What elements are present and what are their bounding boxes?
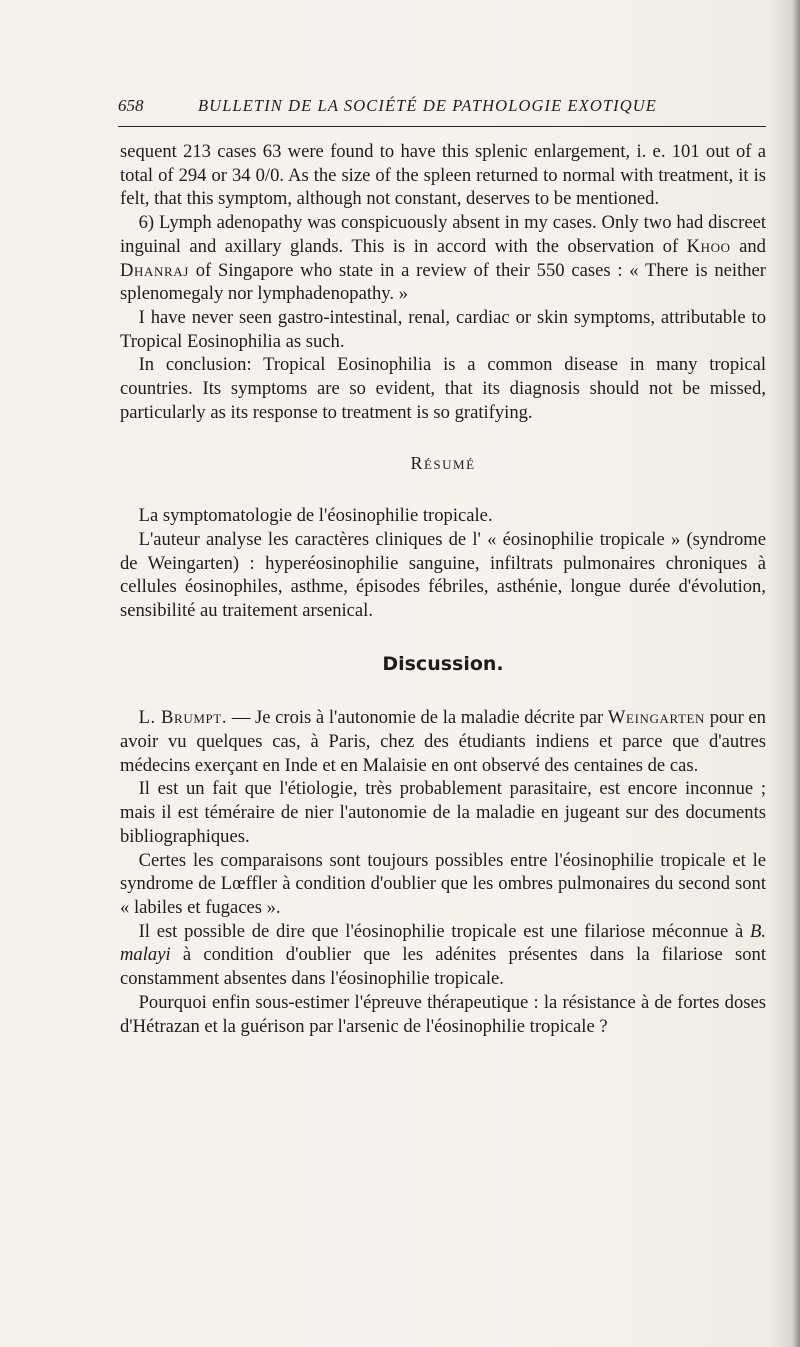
running-header <box>118 96 766 127</box>
species-name: B. malayi <box>120 920 766 966</box>
discussion-paragraph-4: Il est possible de dire que l'éosinophilie tropicale est une filariose méconnue à B. malayi à condition d'oublier que les adénites présentes dans la filariose sont constamment absentes dans l'éosinophilie tropicale. <box>120 920 766 990</box>
author-brumpt: L. Brumpt. <box>138 707 228 729</box>
paragraph-splenic: sequent 213 cases 63 were found to have this splenic enlargement, i. e. 101 out of a total of 294 or 34 0/0. As the size of the spleen returned to normal with treatment, it is felt, that this symptom, although not constant, deserves to be mentioned. <box>120 141 766 210</box>
discussion-paragraph-1: L. Brumpt. — Je crois à l'autonomie de la maladie décrite par Weingarten pour en avoir vu quelques cas, à Paris, chez des étudiants indiens et parce que d'autres médecins exerçant en Inde et en Malaisie en ont observé des centaines de cas. <box>120 707 766 776</box>
author-khoo: Khoo <box>686 235 731 257</box>
paragraph-symptoms: I have never seen gastro-intestinal, renal, cardiac or skin symptoms, attributable to Tropical Eosinophilia as such. <box>120 306 766 352</box>
paragraph-lymph: 6) Lymph adenopathy was conspicuously absent in my cases. Only two had discreet inguinal and axillary glands. This is in accord with the observation of Khoo and Dhanraj of Singapore who state in a review of their 550 cases : « There is neither splenomegaly nor lymphadenopathy. » <box>120 212 766 305</box>
paragraph-conclusion: In conclusion: Tropical Eosinophilia is a common disease in many tropical countries. Its symptoms are so evident, that its diagnosis should not be missed, particularly as its response to treatment is so gratifying. <box>120 354 766 423</box>
author-weingarten: Weingarten <box>607 707 706 729</box>
article-body <box>120 140 766 1038</box>
discussion-paragraph-3: Certes les comparaisons sont toujours possibles entre l'éosinophilie tropicale et le syndrome de Lœffler à condition d'oublier que les ombres pulmonaires du second sont « labiles et fugaces ». <box>120 849 766 918</box>
resume-paragraph-1: La symptomatologie de l'éosinophilie tropicale. <box>138 505 493 527</box>
discussion-paragraph-5: Pourquoi enfin sous-estimer l'épreuve thérapeutique : la résistance à de fortes doses d'Hétrazan et la guérison par l'arsenic de l'éosinophilie tropicale ? <box>120 991 766 1037</box>
page-number: 658 <box>118 96 144 115</box>
resume-paragraph-2: L'auteur analyse les caractères cliniques de l' « éosinophilie tropicale » (syndrome de Weingarten) : hyperéosinophilie sanguine, infiltrats pulmonaires chroniques à cellules éosinophiles, asthme, épisodes fébriles, asthénie, longue durée d'évolution, sensibilité au traitement arsenical. <box>120 528 766 621</box>
resume-heading: Résumé <box>410 453 476 474</box>
discussion-paragraph-2: Il est un fait que l'étiologie, très probablement parasitaire, est encore inconnue ; mais il est téméraire de nier l'autonomie de la maladie en jugeant sur des documents bibliographiques. <box>120 778 766 847</box>
running-title: BULLETIN DE LA SOCIÉTÉ DE PATHOLOGIE EXOTIQUE <box>198 96 657 115</box>
discussion-heading: Discussion. <box>382 652 504 675</box>
author-dhanraj: Dhanraj <box>120 259 189 281</box>
